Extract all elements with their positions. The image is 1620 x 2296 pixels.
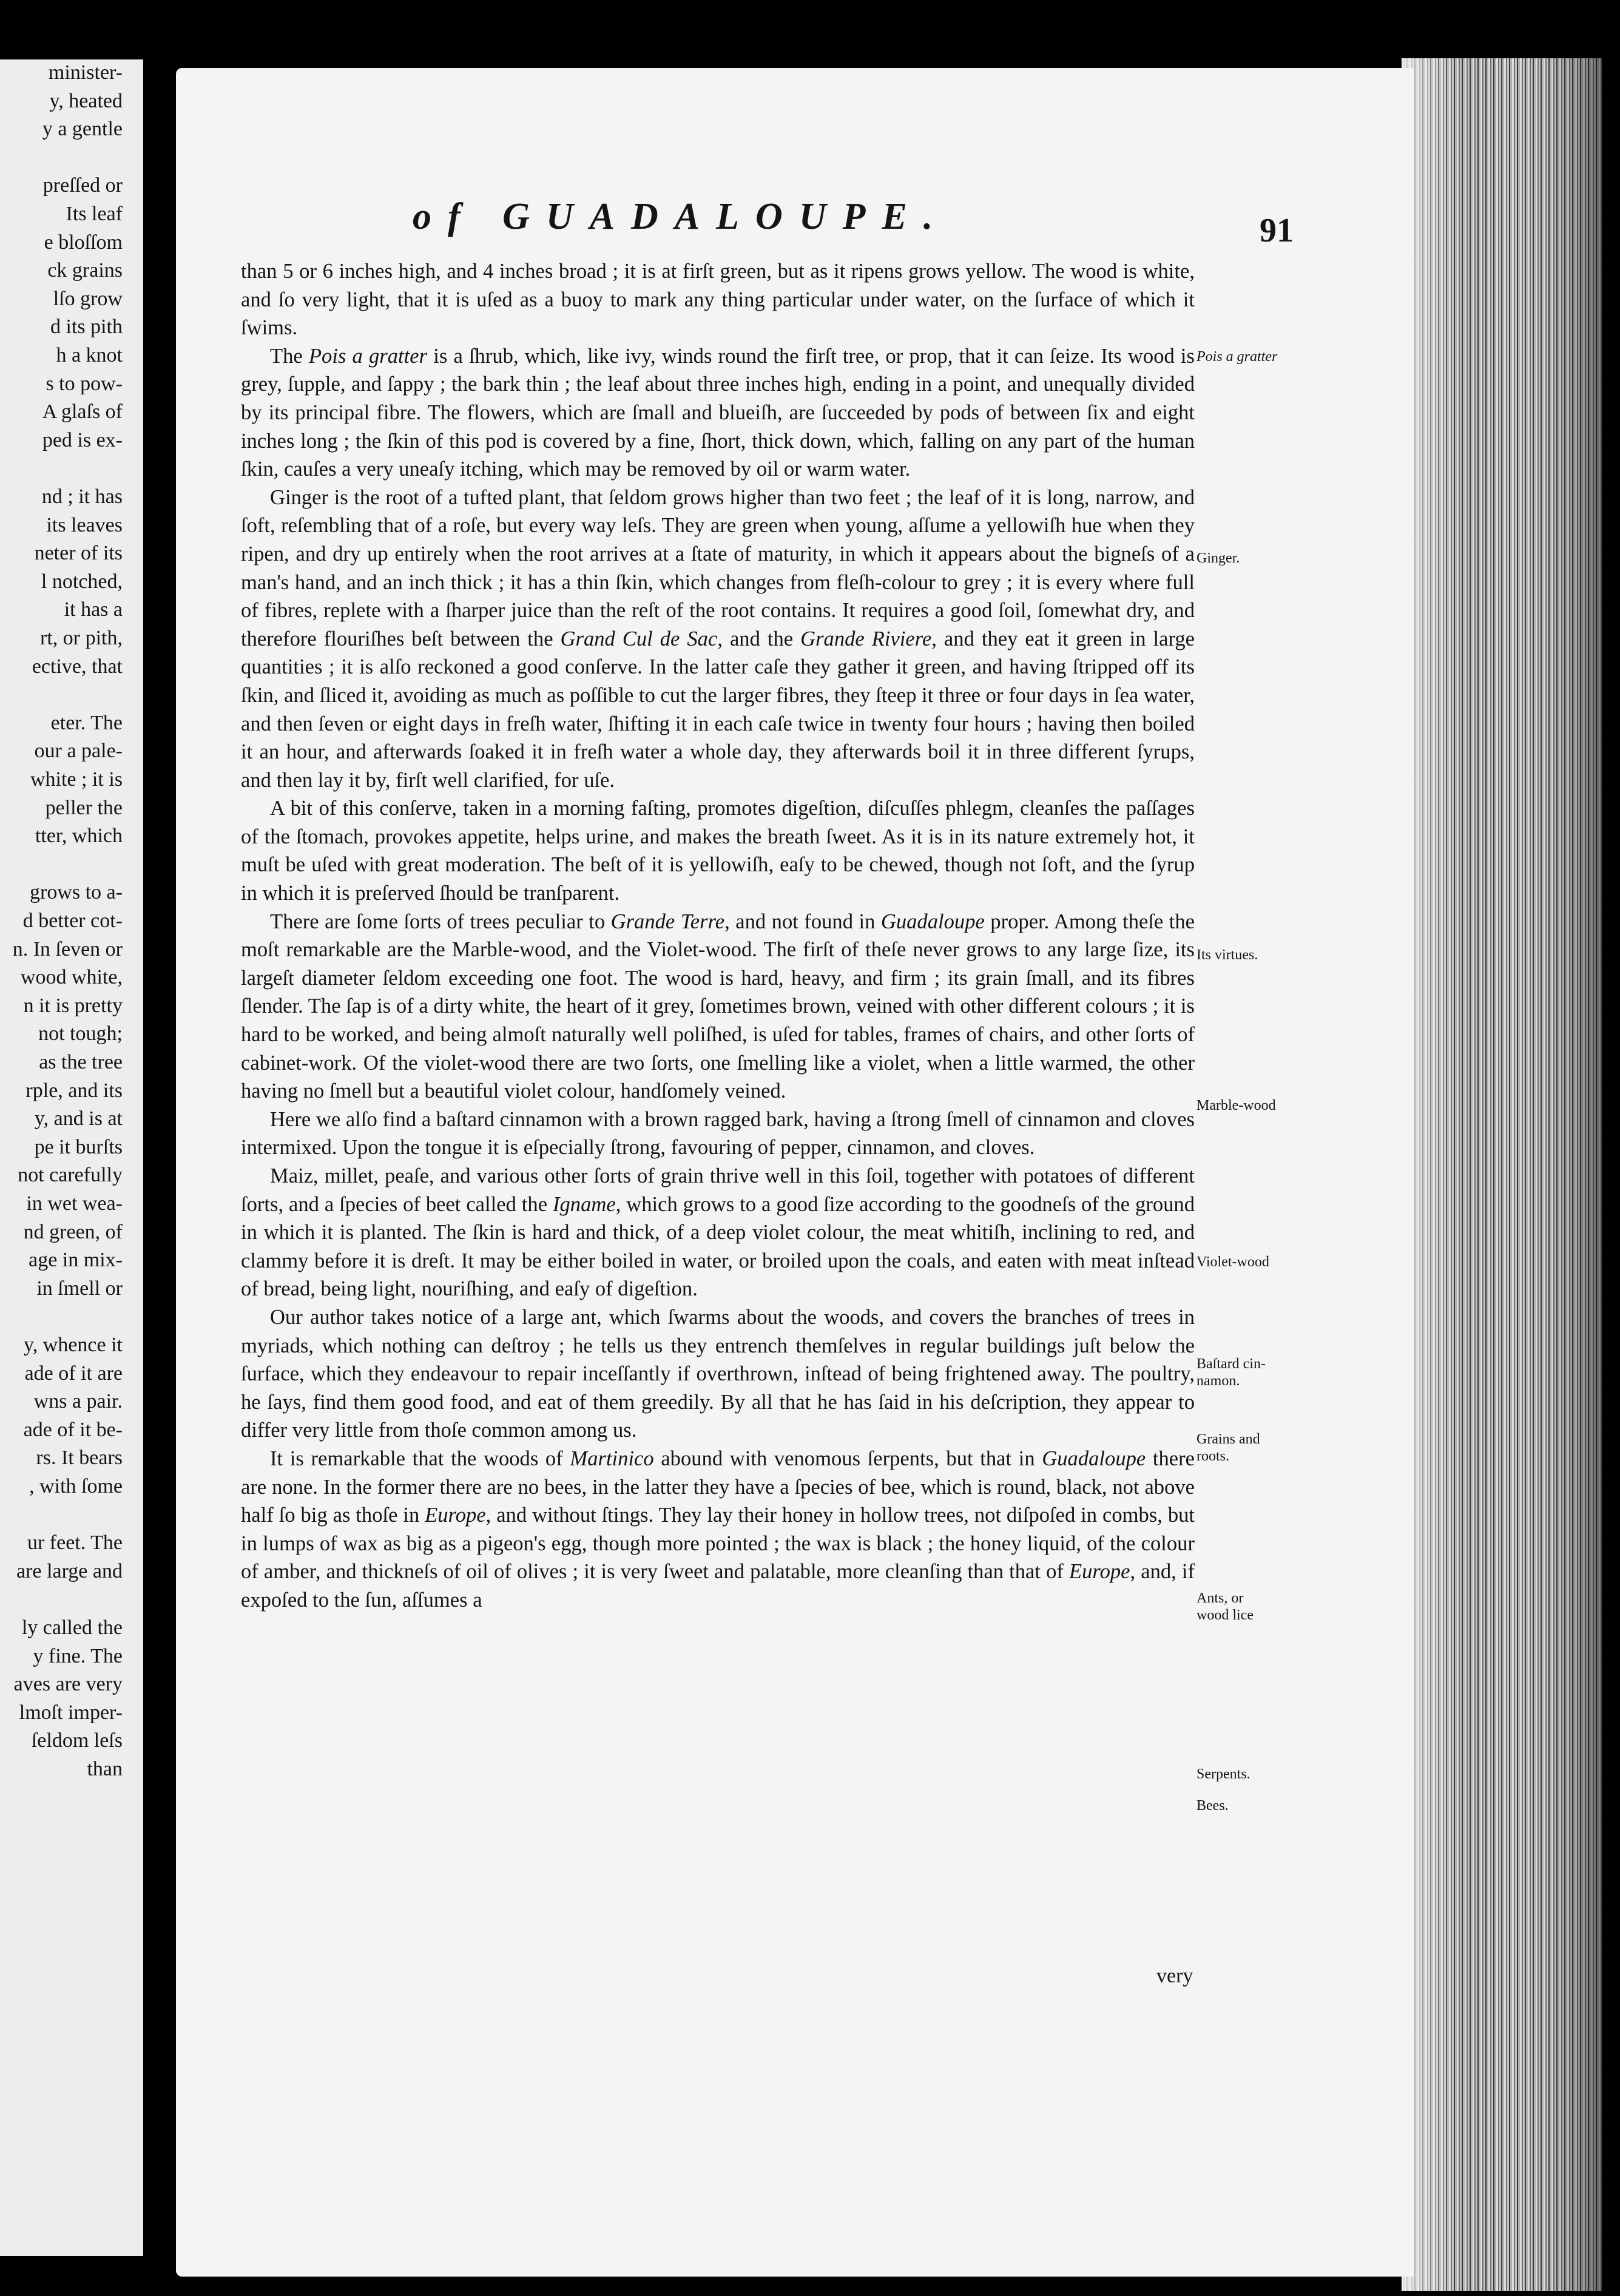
left-page-line: white ; it is <box>30 768 123 791</box>
left-page-line: A glaſs of <box>42 400 123 424</box>
margin-note-ants-2: wood lice <box>1196 1607 1254 1623</box>
italic-term: Guadaloupe <box>1042 1447 1146 1470</box>
running-head-prefix: of <box>413 196 477 237</box>
left-page-line: d better cot- <box>22 910 123 932</box>
margin-note-bees: Bees. <box>1196 1798 1229 1814</box>
left-page-line: our a pale- <box>34 740 123 763</box>
left-page-line: Its leaf <box>66 203 123 225</box>
left-page-line: minister- <box>48 61 123 84</box>
left-page-line: in wet wea- <box>26 1192 123 1215</box>
left-page-line: peller the <box>45 796 123 819</box>
left-page-line: nd ; it has <box>41 485 123 508</box>
left-page-line: y fine. The <box>33 1644 123 1667</box>
left-facing-page <box>0 59 143 2256</box>
left-page-line: grows to a- <box>30 881 123 904</box>
margin-note-serpents: Serpents. <box>1196 1766 1250 1782</box>
left-page-line: ective, that <box>32 655 123 678</box>
left-page-line: n it is pretty <box>23 994 123 1017</box>
paragraph: A bit of this conſerve, taken in a morning faſting, promotes digeſtion, diſcuſſes phlegm, cleanſes the paſſages of the ſtomach, provokes appetite, helps urine, and makes the breath ſweet. As it is in its nature extremely hot, it muſt be uſed with great moderation. The beſt of it is yellowiſh, eaſy to be chewed, though not ſoft, and the ſyrup in which it is preſerved ſhould be tranſparent. <box>241 797 1195 905</box>
left-page-line: ly called the <box>21 1616 123 1639</box>
italic-term: Martinico <box>570 1447 654 1470</box>
left-page-line: n. In ſeven or <box>12 937 123 961</box>
left-page-line: y, whence it <box>23 1334 123 1356</box>
left-page-line: pe it burſts <box>34 1135 123 1158</box>
paragraph: than 5 or 6 inches high, and 4 inches broad ; it is at firſt green, but as it ripens grows yellow. The wood is white, and ſo very light, that it is uſed as a buoy to mark any thing particular under water, on the ſurface of which it ſwims. <box>241 260 1195 340</box>
left-page-line: aves are very <box>13 1673 123 1696</box>
left-page-line: ck grains <box>47 259 123 282</box>
left-page-line: are large and <box>16 1559 123 1582</box>
running-head-title: GUADALOUPE. <box>502 196 950 237</box>
left-page-line: lmoſt imper- <box>19 1701 123 1724</box>
italic-term: Guadaloupe <box>880 910 985 933</box>
left-page-line: nd green, of <box>23 1220 123 1243</box>
left-page-line: y, heated <box>49 89 123 112</box>
left-page-line: y a gentle <box>42 118 123 141</box>
left-page-line: rple, and its <box>25 1079 123 1102</box>
margin-note-bastard-cinnamon: Baſtard cin- <box>1196 1356 1266 1372</box>
italic-term: Grand Cul de Sac <box>560 627 718 650</box>
left-page-line: wns a pair. <box>33 1390 123 1413</box>
margin-note-ginger: Ginger. <box>1196 550 1240 566</box>
left-page-line: y, and is at <box>34 1107 123 1130</box>
paragraph: Here we alſo find a baſtard cinnamon with a brown ragged bark, having a ſtrong ſmell of cinnamon and cloves intermixed. Upon the tongue it is eſpecially ſtrong, favouring of pepper, cinnamon, and cloves. <box>241 1107 1195 1160</box>
margin-note-ants: Ants, or <box>1196 1590 1244 1606</box>
left-page-line: s to pow- <box>46 372 123 395</box>
left-page-line: h a knot <box>56 344 123 366</box>
page-edges <box>1402 58 1602 2291</box>
paragraph: The Pois a gratter is a ſhrub, which, like ivy, winds round the firſt tree, or prop, that it can ſeize. Its wood is grey, ſupple, and ſappy ; the bark thin ; the leaf about three inches high, ending in a point, and unequally divided by its principal fibre. The flowers, which are ſmall and blueiſh, are ſucceeded by pods of between ſix and eight inches long ; the ſkin of this pod is covered by a fine, ſhort, thick down, which, falling on any part of the human ſkin, cauſes a very uneaſy itching, which may be removed by oil or warm water. <box>241 344 1195 481</box>
left-page-line: it has a <box>64 598 123 621</box>
catchword: very <box>1156 1965 1193 1987</box>
left-page-line: wood white, <box>20 966 123 989</box>
margin-note-grains-and-roots: Grains and <box>1196 1431 1260 1447</box>
left-page-line: ſeldom leſs <box>31 1729 123 1752</box>
left-page-line: rs. It bears <box>36 1447 123 1470</box>
left-page-line: neter of its <box>34 542 123 565</box>
paragraph: Maiz, millet, peaſe, and various other ſorts of grain thrive well in this ſoil, together with potatoes of different ſorts, and a ſpecies of beet called the Igname, which grows to a good ſize according to the goodneſs of the ground in which it is planted. The ſkin is hard and thick, of a deep violet colour, the meat whitiſh, inclining to red, and clammy before it is dreſt. It may be either boiled in water, or broiled upon the coals, and eaten with meat inſtead of bread, being light, nouriſhing, and eaſy of digeſtion. <box>241 1164 1195 1301</box>
left-page-line: not carefully <box>18 1164 123 1187</box>
left-page-line: as the tree <box>39 1051 123 1073</box>
italic-term: Europe <box>1068 1560 1130 1584</box>
left-page-line: preſſed or <box>42 174 123 197</box>
margin-note-its-virtues: Its virtues. <box>1196 947 1258 963</box>
paragraph: Ginger is the root of a tufted plant, that ſeldom grows higher than two feet ; the leaf of it is long, narrow, and ſoft, reſembling that of a roſe, but every way leſs. They are green when young, aſſume a yellowiſh hue when they ripen, and dry up entirely when the root arrives at a ſtate of maturity, in which it appears about the bigneſs of a man's hand, and an inch thick ; it has a thin ſkin, which changes from fleſh-colour to grey ; it is every where full of fibres, replete with a ſharper juice than the reſt of the root contains. It requires a good ſoil, ſomewhat dry, and therefore flouriſhes beſt between the Grand Cul de Sac, and the Grande Riviere, and they eat it green in large quantities ; it is alſo reckoned a good conſerve. In the latter caſe they gather it green, and having ſtripped off its ſkin, and ſliced it, avoiding as much as poſſible to cut the larger fibres, they ſteep it three or four days in ſea water, and then ſeven or eight days in freſh water, ſhifting it in each caſe twice in twenty four hours ; having then boiled it an hour, and afterwards ſoaked it in freſh water a whole day, they afterwards boil it in three different ſyrups, and then lay it by, firſt well clarified, for uſe. <box>241 485 1195 792</box>
book-gutter <box>143 0 176 2296</box>
running-head <box>413 195 949 238</box>
left-page-line: lſo grow <box>53 287 123 310</box>
italic-term: Grande Terre <box>610 910 725 933</box>
italic-term: Igname <box>552 1192 616 1216</box>
body-text <box>241 257 1195 1615</box>
margin-note-bastard-cinnamon-2: namon. <box>1196 1373 1240 1389</box>
left-page-line: ped is ex- <box>42 428 123 451</box>
page-number: 91 <box>1260 212 1294 249</box>
left-page-line: ade of it be- <box>23 1418 123 1441</box>
left-page-line: age in mix- <box>29 1249 123 1272</box>
left-page-line: l notched, <box>41 570 123 593</box>
margin-note-grains-and-roots-2: roots. <box>1196 1448 1229 1464</box>
left-page-line: e bloſſom <box>44 231 123 254</box>
italic-term: Pois a gratter <box>308 344 428 368</box>
left-page-line: than <box>87 1758 123 1780</box>
left-page-line: ur feet. The <box>27 1531 123 1555</box>
left-page-line: , with ſome <box>29 1475 123 1497</box>
left-page-line: its leaves <box>46 513 123 536</box>
italic-term: Europe <box>425 1504 486 1527</box>
left-page-line: eter. The <box>50 711 123 734</box>
italic-term: Grande Riviere <box>800 627 932 650</box>
left-page-line: rt, or pith, <box>40 627 123 649</box>
left-page-line: d its pith <box>50 316 123 339</box>
margin-note-pois-a-gratter: Pois a gratter <box>1196 349 1278 365</box>
margin-note-marble-wood: Marble-wood <box>1196 1098 1276 1113</box>
left-page-line: in ſmell or <box>36 1277 123 1300</box>
left-page-line: tter, which <box>35 825 123 848</box>
left-page-line: not tough; <box>38 1022 123 1045</box>
paragraph: There are ſome ſorts of trees peculiar to Grande Terre, and not found in Guadaloupe proper. Among theſe the moſt remarkable are the Marble-wood, and the Violet-wood. The firſt of theſe never grows to any large ſize, its largeſt diameter ſeldom exceeding one foot. The wood is hard, heavy, and firm ; its grain ſmall, and its fibres ſlender. The ſap is of a dirty white, the heart of it grey, ſometimes brown, veined with other different colours ; it is hard to be worked, and being almoſt naturally well poliſhed, is uſed for tables, frames of chairs, and other ſorts of cabinet-work. Of the violet-wood there are two ſorts, one ſmelling like a violet, when a little warmed, the other having no ſmell but a beautiful violet colour, handſomely veined. <box>241 910 1195 1103</box>
left-page-line: ade of it are <box>24 1362 123 1385</box>
margin-note-violet-wood: Violet-wood <box>1196 1254 1269 1270</box>
paragraph: Our author takes notice of a large ant, which ſwarms about the woods, and covers the branches of trees in myriads, which nothing can deſtroy ; he tells us they entrench themſelves in regular buildings juſt below the ſurface, which they endeavour to repair inceſſantly if overthrown, inſtead of being frightened away. The poultry, he ſays, find them good food, and eat of them greedily. By all that he has ſaid in his deſcription, they appear to differ very little from thoſe common among us. <box>241 1305 1195 1442</box>
paragraph: It is remarkable that the woods of Martinico abound with venomous ſerpents, but that in Guadaloupe there are none. In the former there are no bees, in the latter they have a ſpecies of bee, which is round, black, not above half ſo big as thoſe in Europe, and without ſtings. They lay their honey in hollow trees, not diſpoſed in combs, but in lumps of wax as big as a pigeon's egg, though more pointed ; the wax is black ; the honey liquid, of the colour of amber, and thickneſs of oil of olives ; it is very ſweet and palatable, more cleanſing than that of Europe, and, if expoſed to the ſun, aſſumes a <box>241 1447 1195 1612</box>
